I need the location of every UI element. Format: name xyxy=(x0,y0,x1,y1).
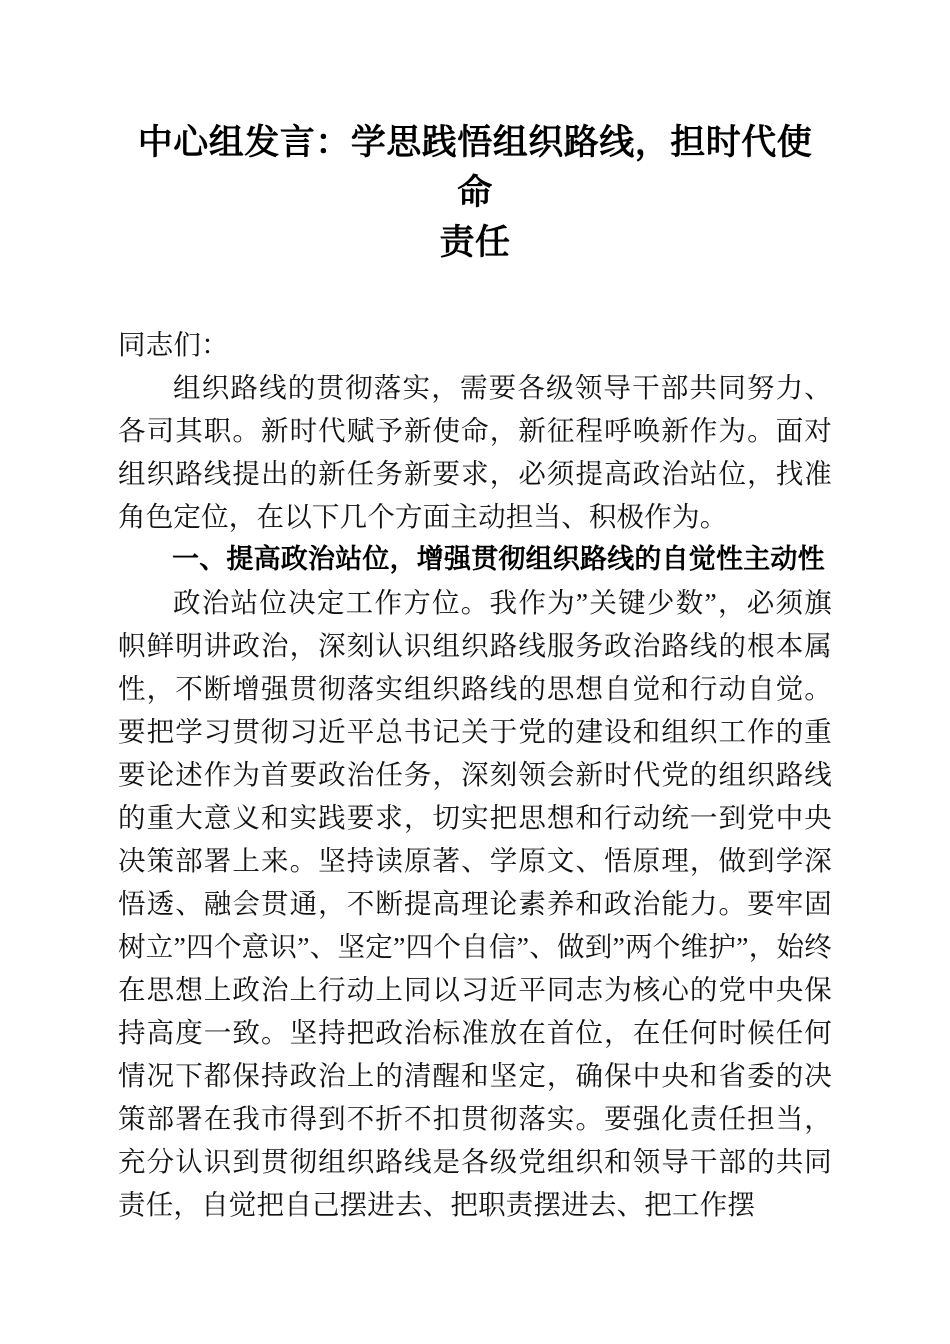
page-title-line-1: 中心组发言：学思践悟组织路线，担时代使命 xyxy=(137,123,813,212)
section-1-body-paragraph: 政治站位决定工作方位。我作为”关键少数”，必须旗帜鲜明讲政治，深刻认识组织路线服务政治路线的根本属性，不断增强贯彻落实组织路线的思想自觉和行动自觉。要把学习贯彻习近平总书记关于党的建设和组织工作的重要论述作为首要政治任务，深刻领会新时代党的组织路线的重大意义和实践要求，切实把思想和行动统一到党中央决策部署上来。坚持读原著、学原文、悟原理，做到学深悟透、融会贯通，不断提高理论素养和政治能力。要牢固树立”四个意识”、坚定”四个自信”、做到”两个维护”，始终在思想上政治上行动上同以习近平同志为核心的党中央保持高度一致。坚持把政治标准放在首位，在任何时候任何情况下都保持政治上的清醒和坚定，确保中央和省委的决策部署在我市得到不折不扣贯彻落实。要强化责任担当，充分认识到贯彻组织路线是各级党组织和领导干部的共同责任，自觉把自己摆进去、把职责摆进去、把工作摆 xyxy=(118,587,832,1220)
page-title-line-2: 责任 xyxy=(439,223,511,262)
page-title xyxy=(118,118,832,268)
salutation-line: 同志们： xyxy=(118,329,229,360)
intro-paragraph: 组织路线的贯彻落实，需要各级领导干部共同努力、各司其职。新时代赋予新使命，新征程呼唤新作为。面对组织路线提出的新任务新要求，必须提高政治站位，找准角色定位，在以下几个方面主动担当、积极作为。 xyxy=(118,372,832,532)
document-content xyxy=(118,118,832,1226)
section-heading-1: 一、提高政治站位，增强贯彻组织路线的自觉性主动性 xyxy=(172,544,825,574)
title-spacer xyxy=(118,268,832,323)
